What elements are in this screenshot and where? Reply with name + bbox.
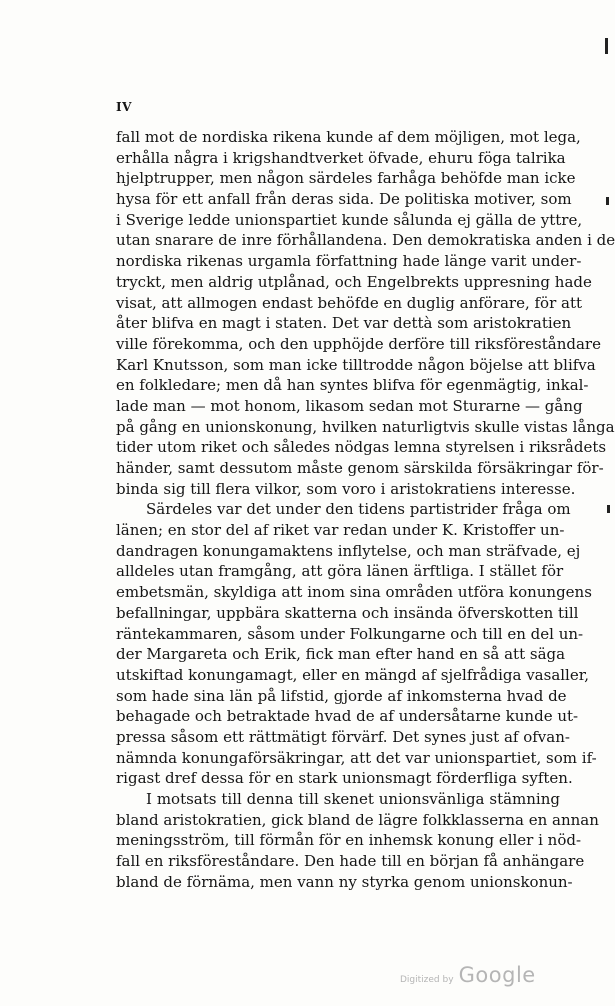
text-line: hjelptrupper, men någon särdeles farhåga behöfde man icke (116, 169, 576, 188)
page-number: IV (116, 100, 132, 114)
text-line: behagade och betraktade hvad de af undersåtarne kunde ut- (116, 707, 579, 726)
text-line: nordiska rikenas urgamla författning hade länge varit under- (116, 252, 582, 271)
text-line: räntekammaren, såsom under Folkungarne och till en del un- (116, 624, 584, 643)
text-line: nämnda konungaförsäkringar, att det var unionspartiet, som if- (116, 748, 597, 767)
text-line: bland de förnäma, men vann ny styrka genom unionskonun- (116, 872, 573, 891)
margin-mark (607, 505, 610, 513)
text-line: tider utom riket och således nödgas lemna styrelsen i riksrådets (116, 438, 607, 457)
text-line: rigast dref dessa för en stark unionsmagt förderfliga syften. (116, 769, 573, 788)
text-line: bland aristokratien, gick bland de lägre folkklasserna en annan (116, 810, 599, 829)
text-line: tryckt, men aldrig utplånad, och Engelbrekts uppresning hade (116, 272, 592, 291)
text-line: utskiftad konungamagt, eller en mängd af sjelfrådiga vasaller, (116, 665, 590, 684)
text-line: utan snarare de inre förhållandena. Den demokratiska anden i de (116, 231, 615, 250)
margin-mark (606, 197, 609, 205)
text-line: ville förekomma, och den upphöjde derföre till riksföreståndare (116, 334, 601, 353)
text-line: på gång en unionskonung, hvilken naturligtvis skulle vistas långa (116, 417, 615, 436)
text-line: dandragen konungamaktens inflytelse, och man sträfvade, ej (116, 541, 581, 560)
text-line: meningsström, till förmån för en inhemsk konung eller i nöd- (116, 831, 582, 850)
text-line: erhålla några i krigshandtverket öfvade, ehuru föga talrika (116, 148, 566, 167)
text-line: der Margareta och Erik, fick man efter hand en så att säga (116, 645, 566, 664)
text-line: alldeles utan framgång, att göra länen ärftliga. I stället för (116, 562, 564, 581)
text-line: fall en riksföreståndare. Den hade till en början få anhängare (116, 852, 585, 871)
text-line: fall mot de nordiska rikena kunde af dem möjligen, mot lega, (116, 128, 581, 146)
text-line: en folkledare; men då han syntes blifva för egenmägtig, inkal- (116, 376, 589, 395)
text-line: visat, att allmogen endast behöfde en duglig anförare, för att (116, 293, 583, 312)
watermark-prefix: Digitized by (400, 975, 454, 985)
digitized-by-google-watermark (400, 963, 536, 987)
text-line: länen; en stor del af riket var redan under K. Kristoffer un- (116, 521, 565, 540)
text-line: lade man — mot honom, likasom sedan mot Sturarne — gång (116, 396, 583, 415)
text-line: Karl Knutsson, som man icke tilltrodde någon böjelse att blifva (116, 355, 596, 374)
text-line: embetsmän, skyldiga att inom sina områden utföra konungens (116, 583, 592, 602)
text-line: händer, samt dessutom måste genom särskilda försäkringar för- (116, 459, 604, 477)
text-line: Särdeles var det under den tidens partistrider fråga om (146, 500, 571, 519)
margin-mark (605, 38, 608, 54)
watermark-brand: Google (458, 963, 536, 987)
text-line: pressa såsom ett rättmätigt förvärf. Det synes just af ofvan- (116, 727, 570, 746)
text-line: åter blifva en magt i staten. Det var dettà som aristokratien (116, 314, 572, 333)
text-line: I motsats till denna till skenet unionsvänliga stämning (146, 790, 560, 808)
text-line: befallningar, uppbära skatterna och insända öfverskotten till (116, 603, 579, 622)
text-line: i Sverige ledde unionspartiet kunde sålunda ej gälla de yttre, (116, 210, 583, 229)
body-text (116, 127, 615, 892)
text-line: som hade sina län på lifstid, gjorde af inkomsterna hvad de (116, 686, 567, 705)
text-line: binda sig till flera vilkor, som voro i aristokratiens interesse. (116, 479, 576, 498)
text-line: hysa för ett anfall från deras sida. De politiska motiver, som (116, 190, 572, 209)
